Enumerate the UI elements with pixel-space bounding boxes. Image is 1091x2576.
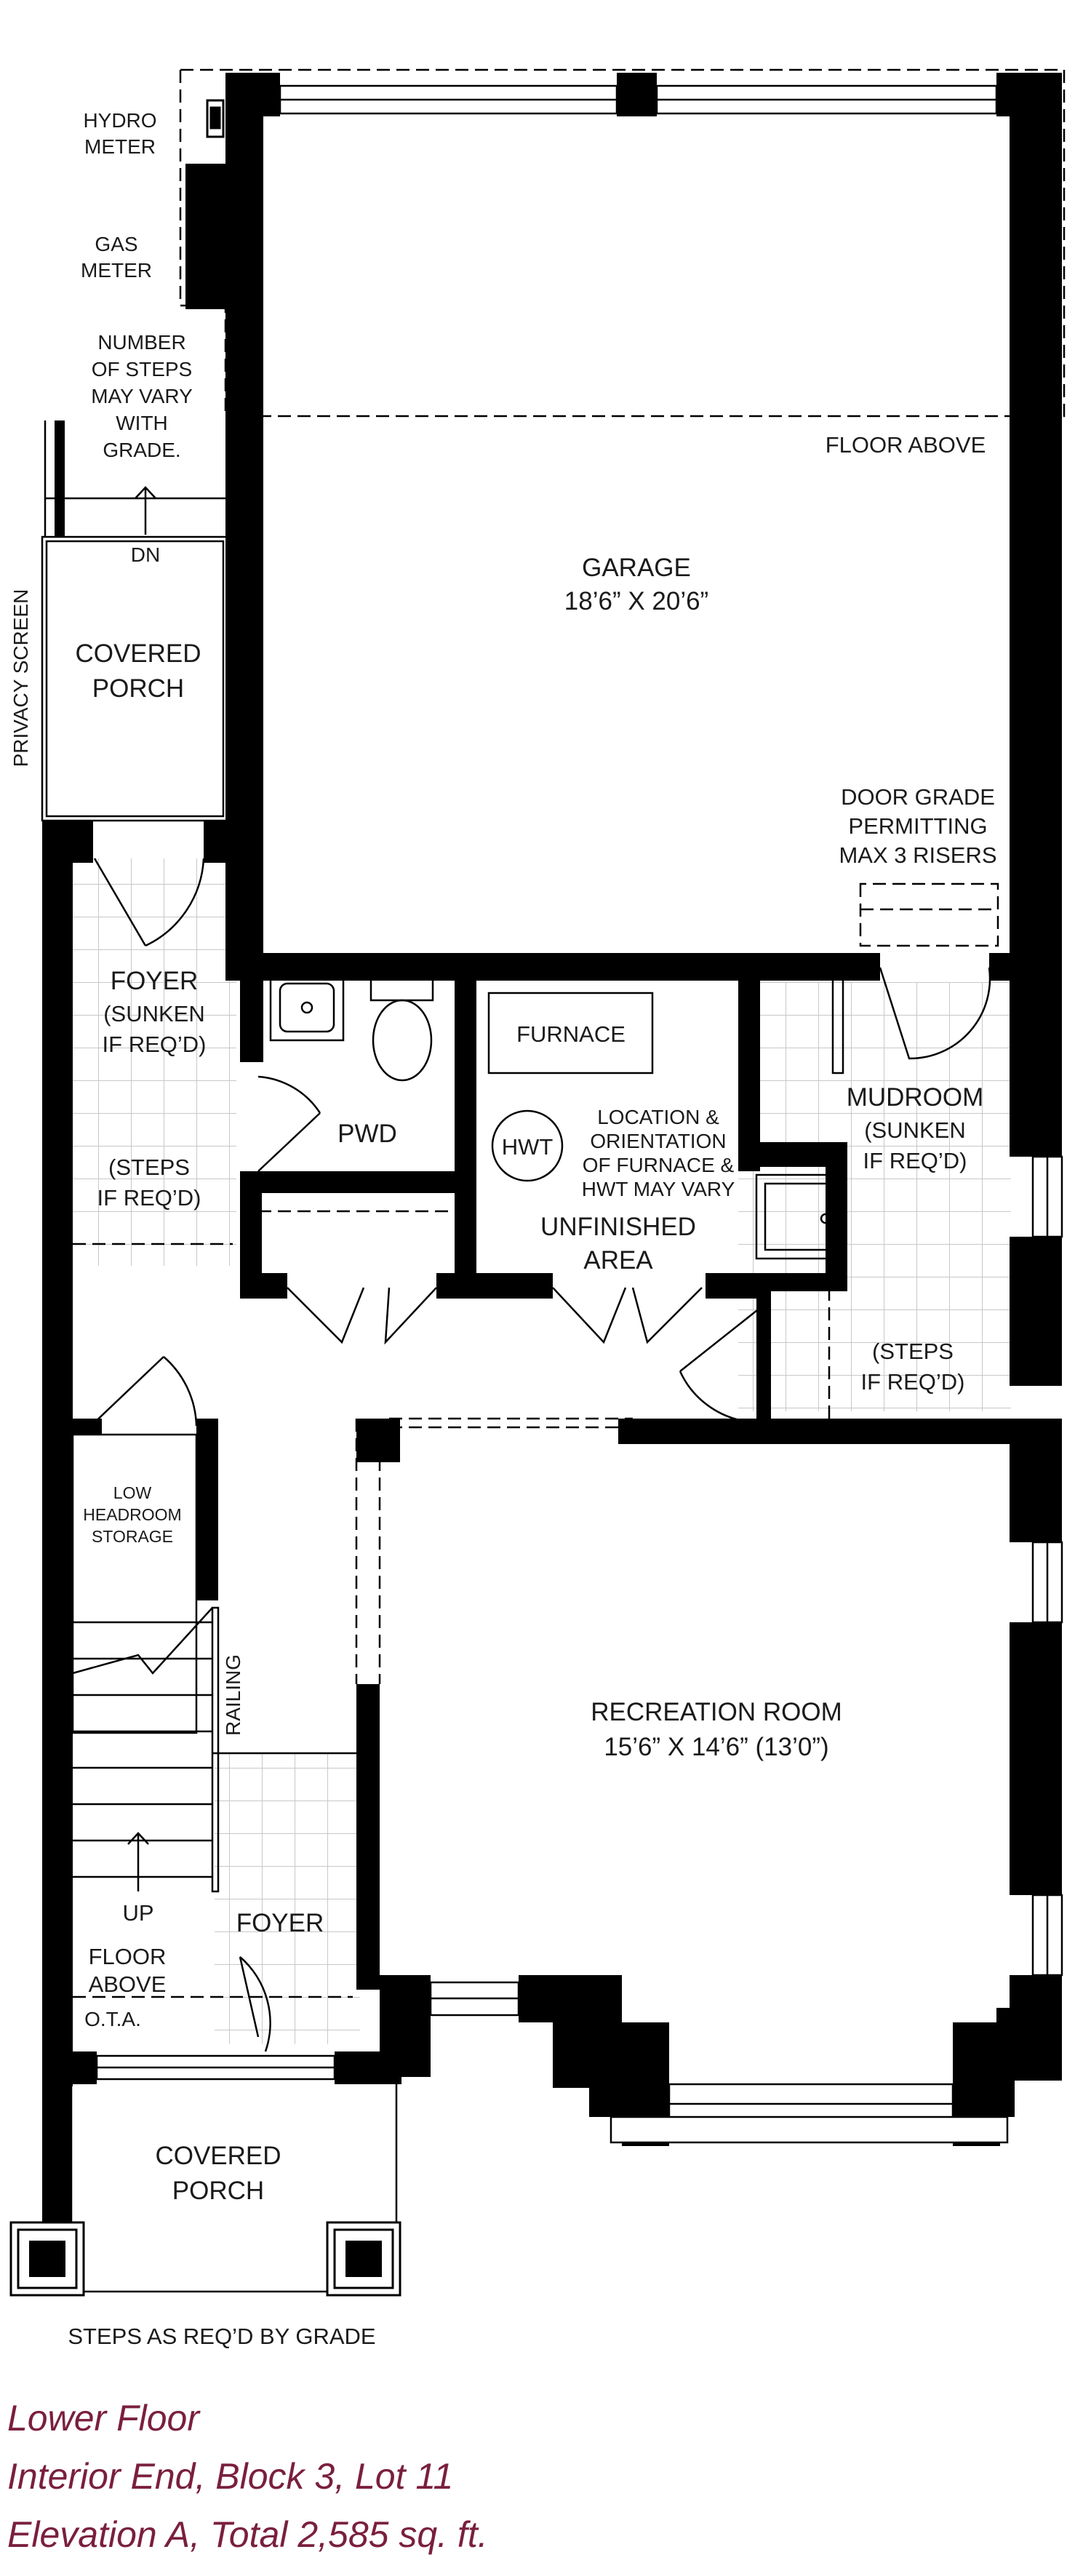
mudroom-label: MUDROOM (SUNKEN IF REQ’D) (846, 1083, 984, 1173)
up-label: UP (122, 1900, 154, 1926)
steps-note-label: NUMBER OF STEPS MAY VARY WITH GRADE. (91, 331, 193, 461)
foyer-upper-label: FOYER (SUNKEN IF REQ’D) (102, 967, 207, 1057)
recreation-room-label: RECREATION ROOM 15’6” X 14’6” (13’0”) (591, 1698, 842, 1761)
steps-grade-label: STEPS AS REQ’D BY GRADE (68, 2324, 376, 2349)
front-porch-label: COVERED PORCH (155, 2142, 281, 2205)
railing-label: RAILING (222, 1654, 244, 1736)
unfinished-area-label: UNFINISHED AREA (540, 1213, 696, 1275)
caption-floor: Lower Floor (7, 2398, 199, 2439)
floor-above-garage-label: FLOOR ABOVE (825, 432, 986, 458)
side-porch-label: COVERED PORCH (75, 639, 201, 703)
steps-foyer-label: (STEPS IF REQ’D) (97, 1155, 201, 1211)
privacy-screen-label: PRIVACY SCREEN (9, 589, 32, 767)
caption-elevation: Elevation A, Total 2,585 sq. ft. (7, 2514, 488, 2555)
caption-lot: Interior End, Block 3, Lot 11 (7, 2456, 454, 2497)
steps-mudroom-label: (STEPS IF REQ’D) (860, 1339, 965, 1395)
hwt-label: HWT (501, 1134, 554, 1160)
dn-label: DN (130, 543, 161, 566)
foyer-lower-label: FOYER (236, 1909, 324, 1937)
hydro-meter-label: HYDRO METER (83, 109, 157, 158)
low-headroom-label: LOW HEADROOM STORAGE (83, 1483, 182, 1546)
furnace-note-label: LOCATION & ORIENTATION OF FURNACE & HWT MAY VARY (581, 1106, 735, 1200)
pwd-label: PWD (337, 1120, 397, 1148)
door-grade-label: DOOR GRADE PERMITTING MAX 3 RISERS (839, 784, 997, 868)
garage-label: GARAGE 18’6” X 20’6” (564, 554, 709, 615)
floor-above-lower-label: FLOOR ABOVE (88, 1944, 167, 1997)
ota-label: O.T.A. (84, 2008, 141, 2030)
furnace-label: FURNACE (516, 1021, 626, 1047)
side-porch (42, 420, 228, 821)
privacy-screen-post (55, 420, 65, 537)
gas-meter-label: GAS METER (81, 233, 152, 282)
